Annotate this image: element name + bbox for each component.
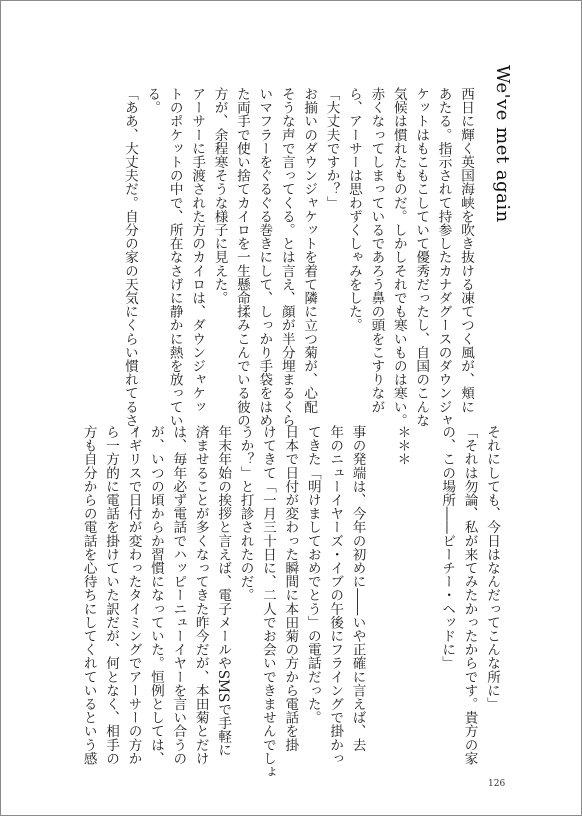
text-line: トのポケットの中で、所在なさげに静かに熱を放ってい <box>166 87 183 427</box>
text-line: 方が、余程寒そうな様子に見えた。 <box>211 87 228 305</box>
text-line: うか？」と打診されたのだ。 <box>237 425 254 602</box>
text-line: の、この場所――ビーチー・ヘッドに」 <box>439 425 456 670</box>
text-line: ケットはもこもこしていて優秀だったし、自国のこんな <box>413 87 430 427</box>
text-line: そうな声で言ってくる。とは言え、顔が半分埋まるくら <box>278 87 295 427</box>
text-line: 事の発端は、今年の初めに――いや正確に言えば、去 <box>349 425 366 752</box>
text-line: る。 <box>144 87 161 115</box>
text-line: 年末年始の挨拶と言えば、電子メールやSMSで手軽に <box>215 425 232 757</box>
text-line: お揃いのダウンジャケットを着て隣に立つ菊が、心配 <box>301 87 318 414</box>
text-line: 気候は慣れたものだ。しかしそれでも寒いものは寒い。 <box>390 87 407 427</box>
blank-line <box>369 425 391 747</box>
lower-text-block <box>80 425 503 779</box>
scene-break: ＊＊＊ <box>394 425 411 466</box>
text-line: た両手で使い捨てカイロを一生懸命揉みこんでいる彼の <box>233 87 250 427</box>
text-line: が、いつの頃からか習慣になっていた。恒例としては、 <box>147 425 164 765</box>
text-line: 済ませることが多くなってきた昨今だが、本田菊とだけ <box>192 425 209 765</box>
text-line: それにしても、今日はなんだってこんな所に」 <box>484 425 500 711</box>
text-line: 「それは勿論、私が来てみたかったからです。貴方の家 <box>461 425 478 765</box>
text-line: 赤くなってしまっているであろう鼻の頭をこすりなが <box>368 87 385 414</box>
text-line: アーサーに手渡された方のカイロは、ダウンジャケッ <box>189 87 206 414</box>
text-line: 「ああ、大丈夫だ。自分の家の天気にくらい慣れてるさ。 <box>121 87 138 441</box>
chapter-title: We've met again <box>492 65 513 223</box>
text-line: ら一方的に電話を掛けていた訳だが、何となく、相手の <box>103 425 120 765</box>
text-line: 年のニューイヤーズ・イブの午後にフライングで掛かっ <box>327 425 344 765</box>
text-line: いマフラーをぐるぐる巻きにして、しっかり手袋をはめ <box>256 87 273 427</box>
page-number: 126 <box>488 779 506 789</box>
text-line: イギリスで日付が変わったタイミングでアーサーの方か <box>125 425 142 765</box>
text-line: あたる。指示されて持参したカナダグースのダウンジャ <box>435 87 452 427</box>
text-line: 方も自分からの電話を心待ちにしてくれているという感 <box>80 425 97 765</box>
upper-text-block <box>93 87 477 441</box>
text-line: は、毎年必ず電話でハッピーニューイヤーを言い合うの <box>170 425 187 765</box>
text-line: 日本で日付が変わった瞬間に本田菊の方から電話を掛 <box>282 425 299 752</box>
text-line: ら、アーサーは思わずくしゃみをした。 <box>345 87 362 332</box>
blank-line <box>413 425 435 747</box>
text-line: 「大丈夫ですか？」 <box>323 87 340 210</box>
text-line: けてきて「一月三十日に、二人でお会いできませんでしょ <box>259 425 276 779</box>
text-line: 西日に輝く英国海峡を吹き抜ける凍てつく風が、頬に <box>458 87 474 414</box>
text-line: てきた「明けましておめでとう」の電話だった。 <box>304 425 321 725</box>
